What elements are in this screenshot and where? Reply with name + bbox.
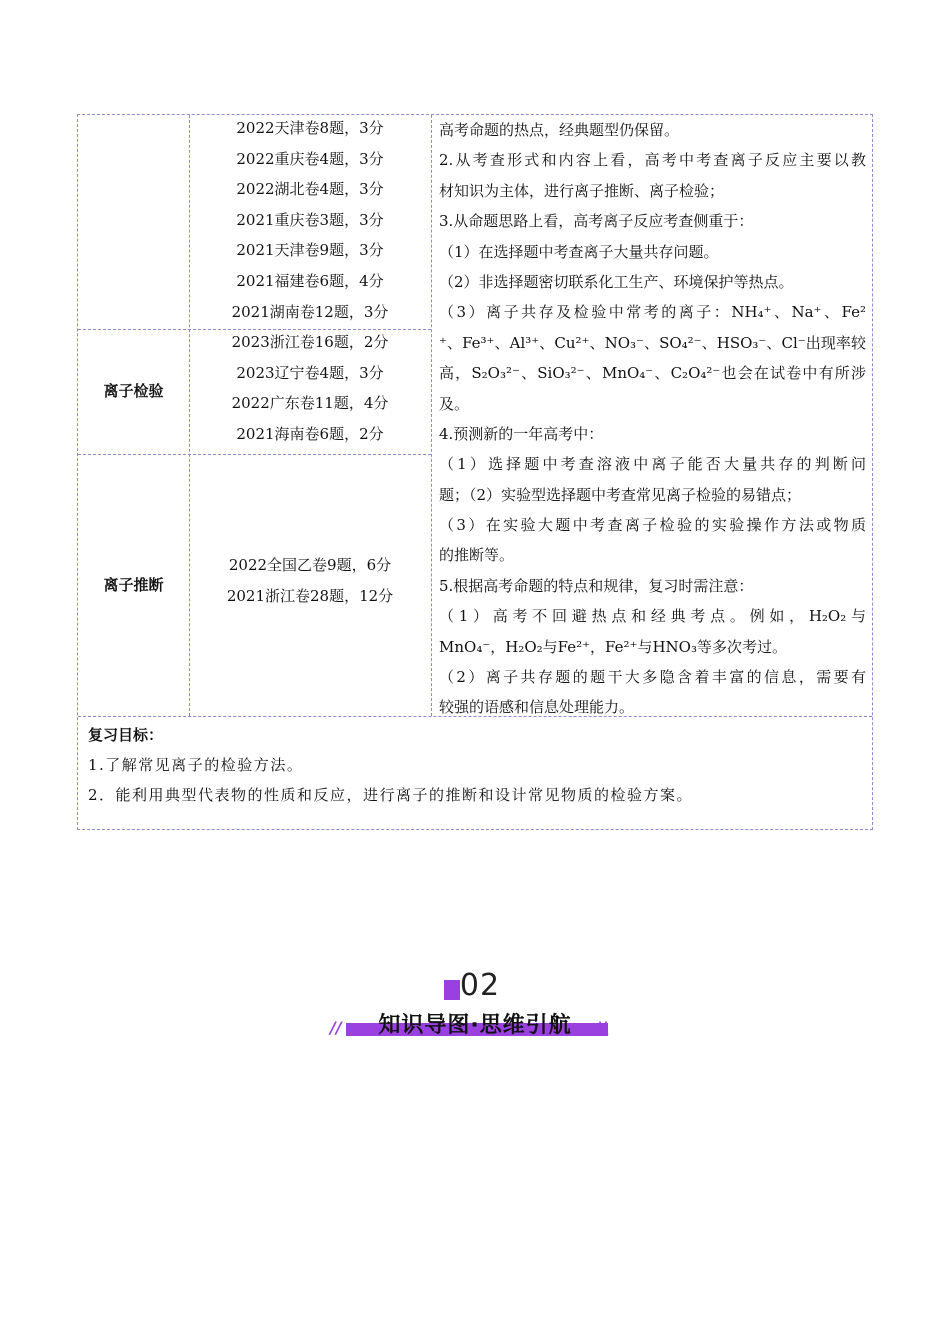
review-goal-item: 2．能利用典型代表物的性质和反应，进行离子的推断和设计常见物质的检验方案。 xyxy=(88,786,694,804)
analysis-line: （1）高考不回避热点和经典考点。例如，H₂O₂与 xyxy=(439,607,866,626)
source-line: 2021重庆卷3题，3分 xyxy=(236,210,384,229)
analysis-line: 较强的语感和信息处理能力。 xyxy=(439,698,635,717)
analysis-line: （3）在实验大题中考查离子检验的实验操作方法或物质 xyxy=(439,516,866,535)
source-line: 2022湖北卷4题，3分 xyxy=(236,180,384,199)
source-line: 2021福建卷6题，4分 xyxy=(236,271,384,290)
analysis-line: 高考命题的热点，经典题型仍保留。 xyxy=(439,121,680,139)
exam-analysis-table xyxy=(77,114,873,830)
review-goals xyxy=(88,720,858,810)
source-line: 2023辽宁卷4题，3分 xyxy=(236,363,384,382)
analysis-line: 材知识为主体，进行离子推断、离子检验； xyxy=(439,181,725,200)
analysis-line: 5.根据高考命题的特点和规律，复习时需注意： xyxy=(439,576,754,595)
topic-cell xyxy=(78,115,189,329)
source-line: 2021湖南卷12题，3分 xyxy=(231,302,389,321)
section-number: 02 xyxy=(459,968,501,1003)
sources-cell xyxy=(189,113,431,327)
source-line: 2022重庆卷4题，3分 xyxy=(236,149,384,168)
analysis-line: 4.预测新的一年高考中： xyxy=(439,424,604,443)
topic-cell-ion-inference: 离子推断 xyxy=(103,576,164,594)
analysis-line: 3.从命题思路上看，高考离子反应考查侧重于： xyxy=(439,212,754,231)
analysis-line: MnO₄⁻，H₂O₂与Fe²⁺，Fe²⁺与HNO₃等多次考过。 xyxy=(439,637,787,656)
review-goals-title: 复习目标： xyxy=(88,726,164,744)
right-slash-decoration: \\ xyxy=(598,1018,610,1037)
source-line: 2021天津卷9题，3分 xyxy=(236,241,384,260)
analysis-line: 2.从考查形式和内容上看，高考中考查离子反应主要以教 xyxy=(439,151,866,170)
source-line: 2022全国乙卷9题，6分 xyxy=(228,556,392,574)
source-line: 2022广东卷11题，4分 xyxy=(231,394,389,413)
analysis-line: 题；（2）实验型选择题中考查常见离子检验的易错点； xyxy=(439,485,802,504)
review-goal-item: 1.了解常见离子的检验方法。 xyxy=(88,756,304,774)
section-title: 知识导图·思维引航 xyxy=(378,1013,572,1038)
analysis-line: （2）非选择题密切联系化工生产、环境保护等热点。 xyxy=(439,272,794,291)
source-line: 2021浙江卷28题，12分 xyxy=(226,586,394,605)
analysis-line: ⁺、Fe³⁺、Al³⁺、Cu²⁺、NO₃⁻、SO₄²⁻、HSO₃⁻、Cl⁻出现率较 xyxy=(439,333,866,352)
source-line: 2022天津卷8题，3分 xyxy=(236,119,384,137)
topic-cell-ion-test: 离子检验 xyxy=(103,382,164,400)
sources-cell xyxy=(189,327,431,449)
analysis-line: 及。 xyxy=(439,394,470,413)
column-divider-2 xyxy=(431,115,432,716)
section-header xyxy=(330,968,620,1048)
source-line: 2023浙江卷16题，2分 xyxy=(231,333,389,351)
analysis-line: （1）选择题中考查溶液中离子能否大量共存的判断问 xyxy=(439,455,866,474)
analysis-line: （1）在选择题中考查离子大量共存问题。 xyxy=(439,242,719,261)
sources-cell xyxy=(189,550,431,611)
analysis-line: 高，S₂O₃²⁻、SiO₃²⁻、MnO₄⁻、C₂O₄²⁻也会在试卷中有所涉 xyxy=(439,364,866,383)
analysis-line: （2）离子共存题的题干大多隐含着丰富的信息，需要有 xyxy=(439,668,866,687)
analysis-line: （3）离子共存及检验中常考的离子：NH₄⁺、Na⁺、Fe² xyxy=(439,303,866,322)
source-line: 2021海南卷6题，2分 xyxy=(236,424,384,443)
analysis-cell xyxy=(439,115,866,723)
left-slash-decoration: // xyxy=(330,1018,342,1037)
analysis-line: 的推断等。 xyxy=(439,546,515,565)
